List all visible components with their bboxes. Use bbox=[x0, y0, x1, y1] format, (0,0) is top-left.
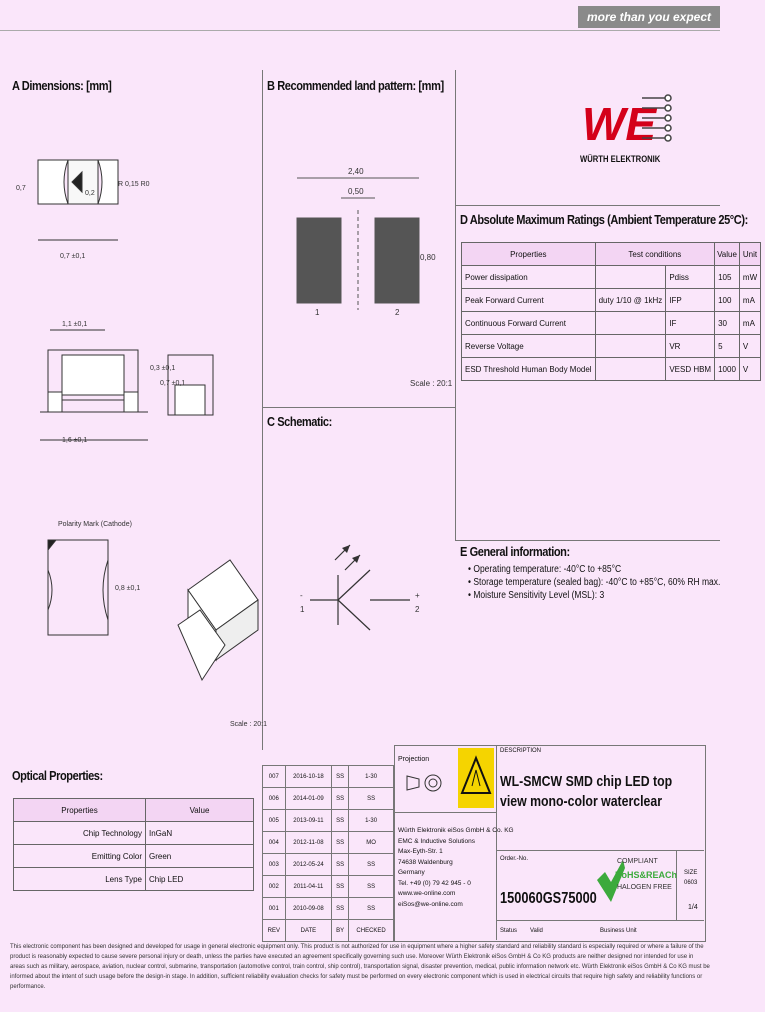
checkmark-icon bbox=[595, 858, 625, 908]
compliance-badge bbox=[595, 858, 675, 908]
description-label: DESCRIPTION bbox=[500, 748, 542, 754]
table-cell: Lens Type bbox=[14, 868, 146, 891]
section-dimensions-title: A Dimensions: [mm] bbox=[12, 78, 112, 93]
address-line: Max-Eyth-Str. 1 bbox=[398, 848, 443, 855]
divider-b-c bbox=[262, 407, 455, 408]
table-row bbox=[462, 358, 761, 381]
general-item-text: Storage temperature (sealed bag): -40°C to +85°C, 60% RH max. bbox=[473, 577, 721, 588]
table-cell: Emitting Color bbox=[14, 845, 146, 868]
dim-d9: 0,7 ±0,1 bbox=[160, 380, 186, 387]
table-cell: duty 1/10 @ 1kHz bbox=[595, 289, 666, 312]
table-row bbox=[462, 312, 761, 335]
table-row: 002 2011-04-11 SS SS bbox=[263, 876, 394, 898]
header-divider bbox=[0, 30, 720, 31]
table-cell: IFP bbox=[666, 289, 715, 312]
schematic-drawing bbox=[290, 520, 450, 630]
table-cell: 5 bbox=[715, 335, 740, 358]
table-cell: V bbox=[739, 335, 760, 358]
schematic-plus: + bbox=[415, 591, 420, 600]
table-cell: mA bbox=[739, 312, 760, 335]
schematic-pin-2: 2 bbox=[415, 605, 420, 614]
table-row bbox=[462, 289, 761, 312]
divider-vertical-left bbox=[262, 70, 263, 750]
address-line: Germany bbox=[398, 869, 425, 876]
title-block-divider bbox=[496, 850, 704, 851]
status-label: Status bbox=[500, 928, 518, 934]
company-address bbox=[398, 826, 514, 910]
table-cell: Chip Technology bbox=[14, 822, 146, 845]
table-cell bbox=[595, 358, 666, 381]
table-cell: Chip LED bbox=[146, 868, 254, 891]
table-cell: Peak Forward Current bbox=[462, 289, 596, 312]
land-height: 0,80 bbox=[420, 253, 436, 262]
title-block-divider bbox=[394, 812, 496, 813]
title-block-divider bbox=[676, 850, 677, 920]
product-description: WL-SMCW SMD chip LED top view mono-color waterclear bbox=[500, 773, 673, 810]
projection-symbol-icon bbox=[405, 768, 445, 798]
ratings-table bbox=[461, 242, 761, 381]
table-cell: mA bbox=[739, 289, 760, 312]
table-row bbox=[462, 335, 761, 358]
table-row: 001 2010-09-08 SS SS bbox=[263, 898, 394, 920]
dim-d4: R 0,15 R0 bbox=[118, 181, 150, 188]
table-cell: 105 bbox=[715, 266, 740, 289]
table-row bbox=[14, 822, 254, 845]
legal-disclaimer: This electronic component has been designed and developed for usage in general electronic equipment only. This product is not authorized for use in equipment where a higher safety standard and reliability standard is especially required or where a failure of the product is reasonably expected to cause severe personal injury or death, unless the parties have executed an agreement specifically governing such use. Moreover Würth Elektronik eiSos GmbH & Co KG products are neither designed nor intended for use in areas such as military, aerospace, aviation, nuclear control, submarine, transportation (automotive control, train control, ship control), transportation signal, disaster prevention, medical, public information network etc. Würth Elektronik eiSos GmbH & Co KG must be informed about the intent of such usage before the design-in stage. In addition, sufficient reliability evaluation checks for safety must be performed on every electronic component which is used in electrical circuits that require high safety and reliability functions or performance. bbox=[10, 944, 710, 990]
table-cell: Green bbox=[146, 845, 254, 868]
land-pad-1 bbox=[297, 218, 341, 303]
section-schematic-title: C Schematic: bbox=[267, 414, 332, 429]
table-cell: 1000 bbox=[715, 358, 740, 381]
tagline-banner: more than you expect bbox=[578, 6, 720, 28]
land-pad-2 bbox=[375, 218, 419, 303]
revision-header-row: REV DATE BY CHECKED bbox=[263, 920, 394, 942]
table-cell: Reverse Voltage bbox=[462, 335, 596, 358]
table-cell: VESD HBM bbox=[666, 358, 715, 381]
table-cell: Pdiss bbox=[666, 266, 715, 289]
address-line: Würth Elektronik eiSos GmbH & Co. KG bbox=[398, 827, 514, 834]
table-cell: Continuous Forward Current bbox=[462, 312, 596, 335]
table-cell: ESD Threshold Human Body Model bbox=[462, 358, 596, 381]
optical-header-row bbox=[14, 799, 254, 822]
title-block-divider bbox=[496, 920, 704, 921]
dim-d5: 0,7 ±0,1 bbox=[60, 253, 86, 260]
halogen-text: HALOGEN FREE bbox=[617, 884, 672, 891]
compliant-text: COMPLIANT bbox=[617, 858, 658, 865]
optical-header: Properties bbox=[14, 799, 146, 822]
table-cell bbox=[595, 335, 666, 358]
section-land-pattern-title: B Recommended land pattern: [mm] bbox=[267, 78, 444, 93]
polarity-mark-label: Polarity Mark (Cathode) bbox=[58, 521, 132, 528]
esd-warning-icon bbox=[458, 748, 494, 808]
table-cell bbox=[595, 266, 666, 289]
schematic-pin-1: 1 bbox=[300, 605, 305, 614]
list-item: • Storage temperature (sealed bag): -40°C to +85°C, 60% RH max. bbox=[468, 577, 721, 588]
order-label: Order.-No. bbox=[500, 856, 529, 862]
table-row: 003 2012-05-24 SS SS bbox=[263, 854, 394, 876]
divider-vertical-right bbox=[455, 70, 456, 540]
land-gap: 0,50 bbox=[348, 187, 364, 196]
dim-d8: 1,6 ±0,1 bbox=[62, 437, 88, 444]
list-item: • Moisture Sensitivity Level (MSL): 3 bbox=[468, 590, 605, 601]
land-pin-1: 1 bbox=[315, 308, 320, 317]
page-number: 1/4 bbox=[688, 904, 698, 911]
land-pattern-drawing bbox=[270, 160, 453, 390]
table-cell bbox=[595, 312, 666, 335]
status-value: Valid bbox=[530, 928, 543, 934]
land-pin-2: 2 bbox=[395, 308, 400, 317]
address-line: EMC & Inductive Solutions bbox=[398, 837, 475, 845]
revision-table bbox=[262, 765, 394, 942]
section-optical-title: Optical Properties: bbox=[12, 768, 103, 783]
brand-name: WÜRTH ELEKTRONIK bbox=[580, 154, 661, 164]
ratings-header-row bbox=[462, 243, 761, 266]
land-width-total: 2,40 bbox=[348, 167, 364, 176]
address-line: 74638 Waldenburg bbox=[398, 858, 453, 866]
divider-logo-d bbox=[455, 205, 720, 206]
rohs-text: RoHS&REACh bbox=[615, 870, 677, 880]
ratings-header: Unit bbox=[739, 243, 760, 266]
scale-label-a: Scale : 20:1 bbox=[230, 721, 267, 728]
section-ratings-title: D Absolute Maximum Ratings (Ambient Temperature 25°C): bbox=[460, 212, 748, 227]
table-cell: mW bbox=[739, 266, 760, 289]
table-cell: Power dissipation bbox=[462, 266, 596, 289]
table-row: 006 2014-01-09 SS SS bbox=[263, 788, 394, 810]
table-row: 004 2012-11-08 SS MO bbox=[263, 832, 394, 854]
projection-label: Projection bbox=[398, 756, 430, 763]
table-cell: 100 bbox=[715, 289, 740, 312]
website-link[interactable]: www.we-online.com bbox=[398, 890, 456, 897]
wurth-logo bbox=[580, 88, 680, 168]
ratings-header: Value bbox=[715, 243, 740, 266]
dim-d1: 0,7 bbox=[16, 185, 26, 192]
size-value: 0603 bbox=[684, 880, 698, 886]
section-general-title: E General information: bbox=[460, 544, 570, 559]
list-item: • Operating temperature: -40°C to +85°C bbox=[468, 564, 622, 575]
dimensions-drawing bbox=[10, 100, 267, 740]
table-row bbox=[14, 845, 254, 868]
optical-table bbox=[13, 798, 254, 891]
order-number: 150060GS75000 bbox=[500, 890, 597, 907]
general-info-list bbox=[450, 562, 765, 603]
size-label: SIZE bbox=[684, 870, 698, 876]
table-cell: InGaN bbox=[146, 822, 254, 845]
table-row bbox=[14, 868, 254, 891]
table-cell: 30 bbox=[715, 312, 740, 335]
email-link[interactable]: eiSos@we-online.com bbox=[398, 900, 463, 908]
general-item-text: Operating temperature: -40°C to +85°C bbox=[473, 564, 622, 575]
table-cell: IF bbox=[666, 312, 715, 335]
dim-d10: 0,8 ±0,1 bbox=[115, 585, 141, 592]
dim-d7: 0,3 ±0,1 bbox=[150, 365, 176, 372]
optical-header: Value bbox=[146, 799, 254, 822]
table-cell: V bbox=[739, 358, 760, 381]
scale-label-b: Scale : 20:1 bbox=[410, 379, 453, 388]
table-cell: VR bbox=[666, 335, 715, 358]
table-row bbox=[462, 266, 761, 289]
ratings-header: Test conditions bbox=[595, 243, 715, 266]
divider-d-e bbox=[455, 540, 720, 541]
dim-d2: 0,2 bbox=[85, 190, 95, 197]
table-row: 005 2013-09-11 SS 1-30 bbox=[263, 810, 394, 832]
schematic-minus: - bbox=[300, 591, 303, 600]
logo-initials: WE bbox=[582, 98, 657, 150]
general-item-text: Moisture Sensitivity Level (MSL): 3 bbox=[473, 590, 605, 601]
business-unit-label: Business Unit bbox=[600, 928, 637, 934]
address-line: Tel. +49 (0) 79 42 945 - 0 bbox=[398, 879, 471, 887]
dim-d6: 1,1 ±0,1 bbox=[62, 321, 88, 328]
table-row: 007 2016-10-18 SS 1-30 bbox=[263, 766, 394, 788]
ratings-header: Properties bbox=[462, 243, 596, 266]
